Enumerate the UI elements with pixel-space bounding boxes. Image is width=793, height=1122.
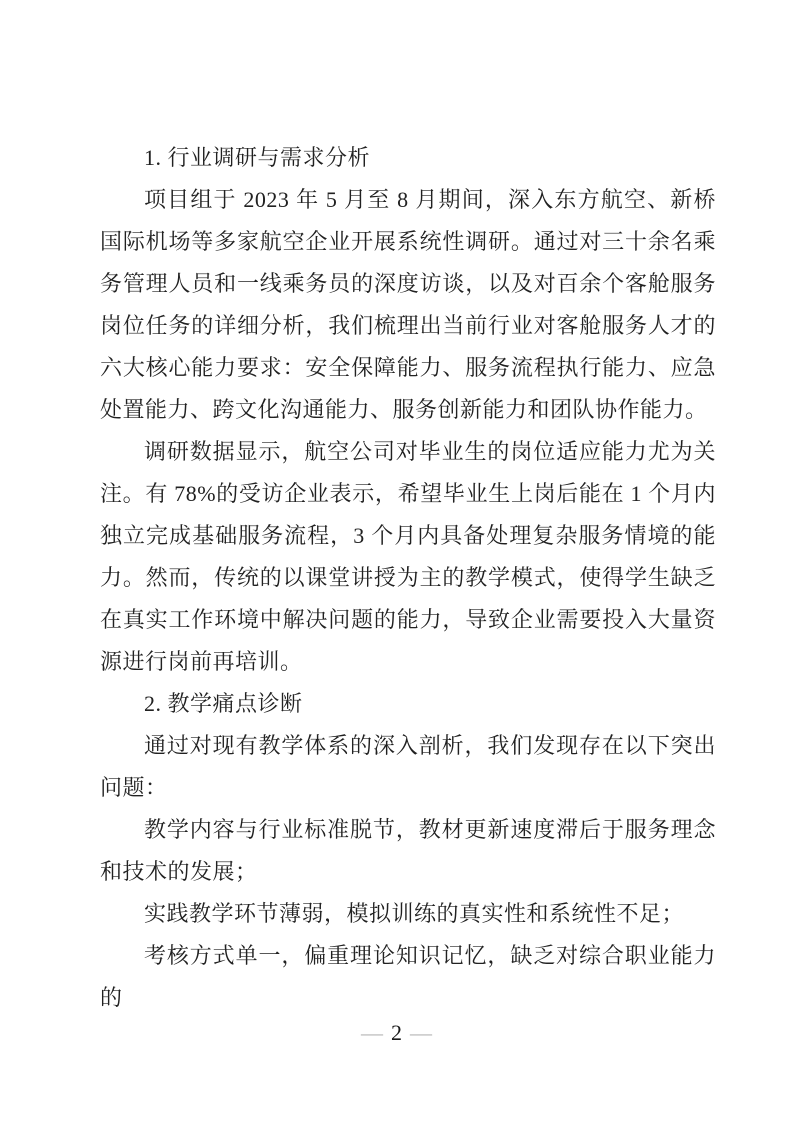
section-heading-1: 1. 行业调研与需求分析 [144, 145, 371, 170]
page-number: 2 [391, 1020, 402, 1045]
footer-dash-right: — [410, 1020, 432, 1045]
paragraph-industry-research: 项目组于 2023 年 5 月至 8 月期间，深入东方航空、新桥国际机场等多家航空企业开展系统性调研。通过对三十余名乘务管理人员和一线乘务员的深度访谈，以及对百余个客舱服务岗位任务的详细分析，我们梳理出当前行业对客舱服务人才的六大核心能力要求：安全保障能力、服务流程执行能力、应急处置能力、跨文化沟通能力、服务创新能力和团队协作能力。 [100, 187, 716, 422]
paragraph-problem-practice: 实践教学环节薄弱，模拟训练的真实性和系统性不足； [144, 901, 685, 926]
document-body [100, 137, 716, 1019]
paragraph-survey-data: 调研数据显示，航空公司对毕业生的岗位适应能力尤为关注。有 78%的受访企业表示，希望毕业生上岗后能在 1 个月内独立完成基础服务流程，3 个月内具备处理复杂服务情境的能力。然而，传统的以课堂讲授为主的教学模式，使得学生缺乏在真实工作环境中解决问题的能力，导致企业需要投入大量资源进行岗前再培训。 [100, 439, 716, 674]
footer-dash-left: — [361, 1020, 383, 1045]
section-heading-2: 2. 教学痛点诊断 [144, 691, 303, 716]
page-footer [0, 1018, 793, 1048]
paragraph-problem-content: 教学内容与行业标准脱节，教材更新速度滞后于服务理念和技术的发展； [100, 817, 716, 884]
paragraph-problem-intro: 通过对现有教学体系的深入剖析，我们发现存在以下突出问题： [100, 733, 716, 800]
paragraph-problem-assessment: 考核方式单一，偏重理论知识记忆，缺乏对综合职业能力的 [100, 943, 716, 1010]
